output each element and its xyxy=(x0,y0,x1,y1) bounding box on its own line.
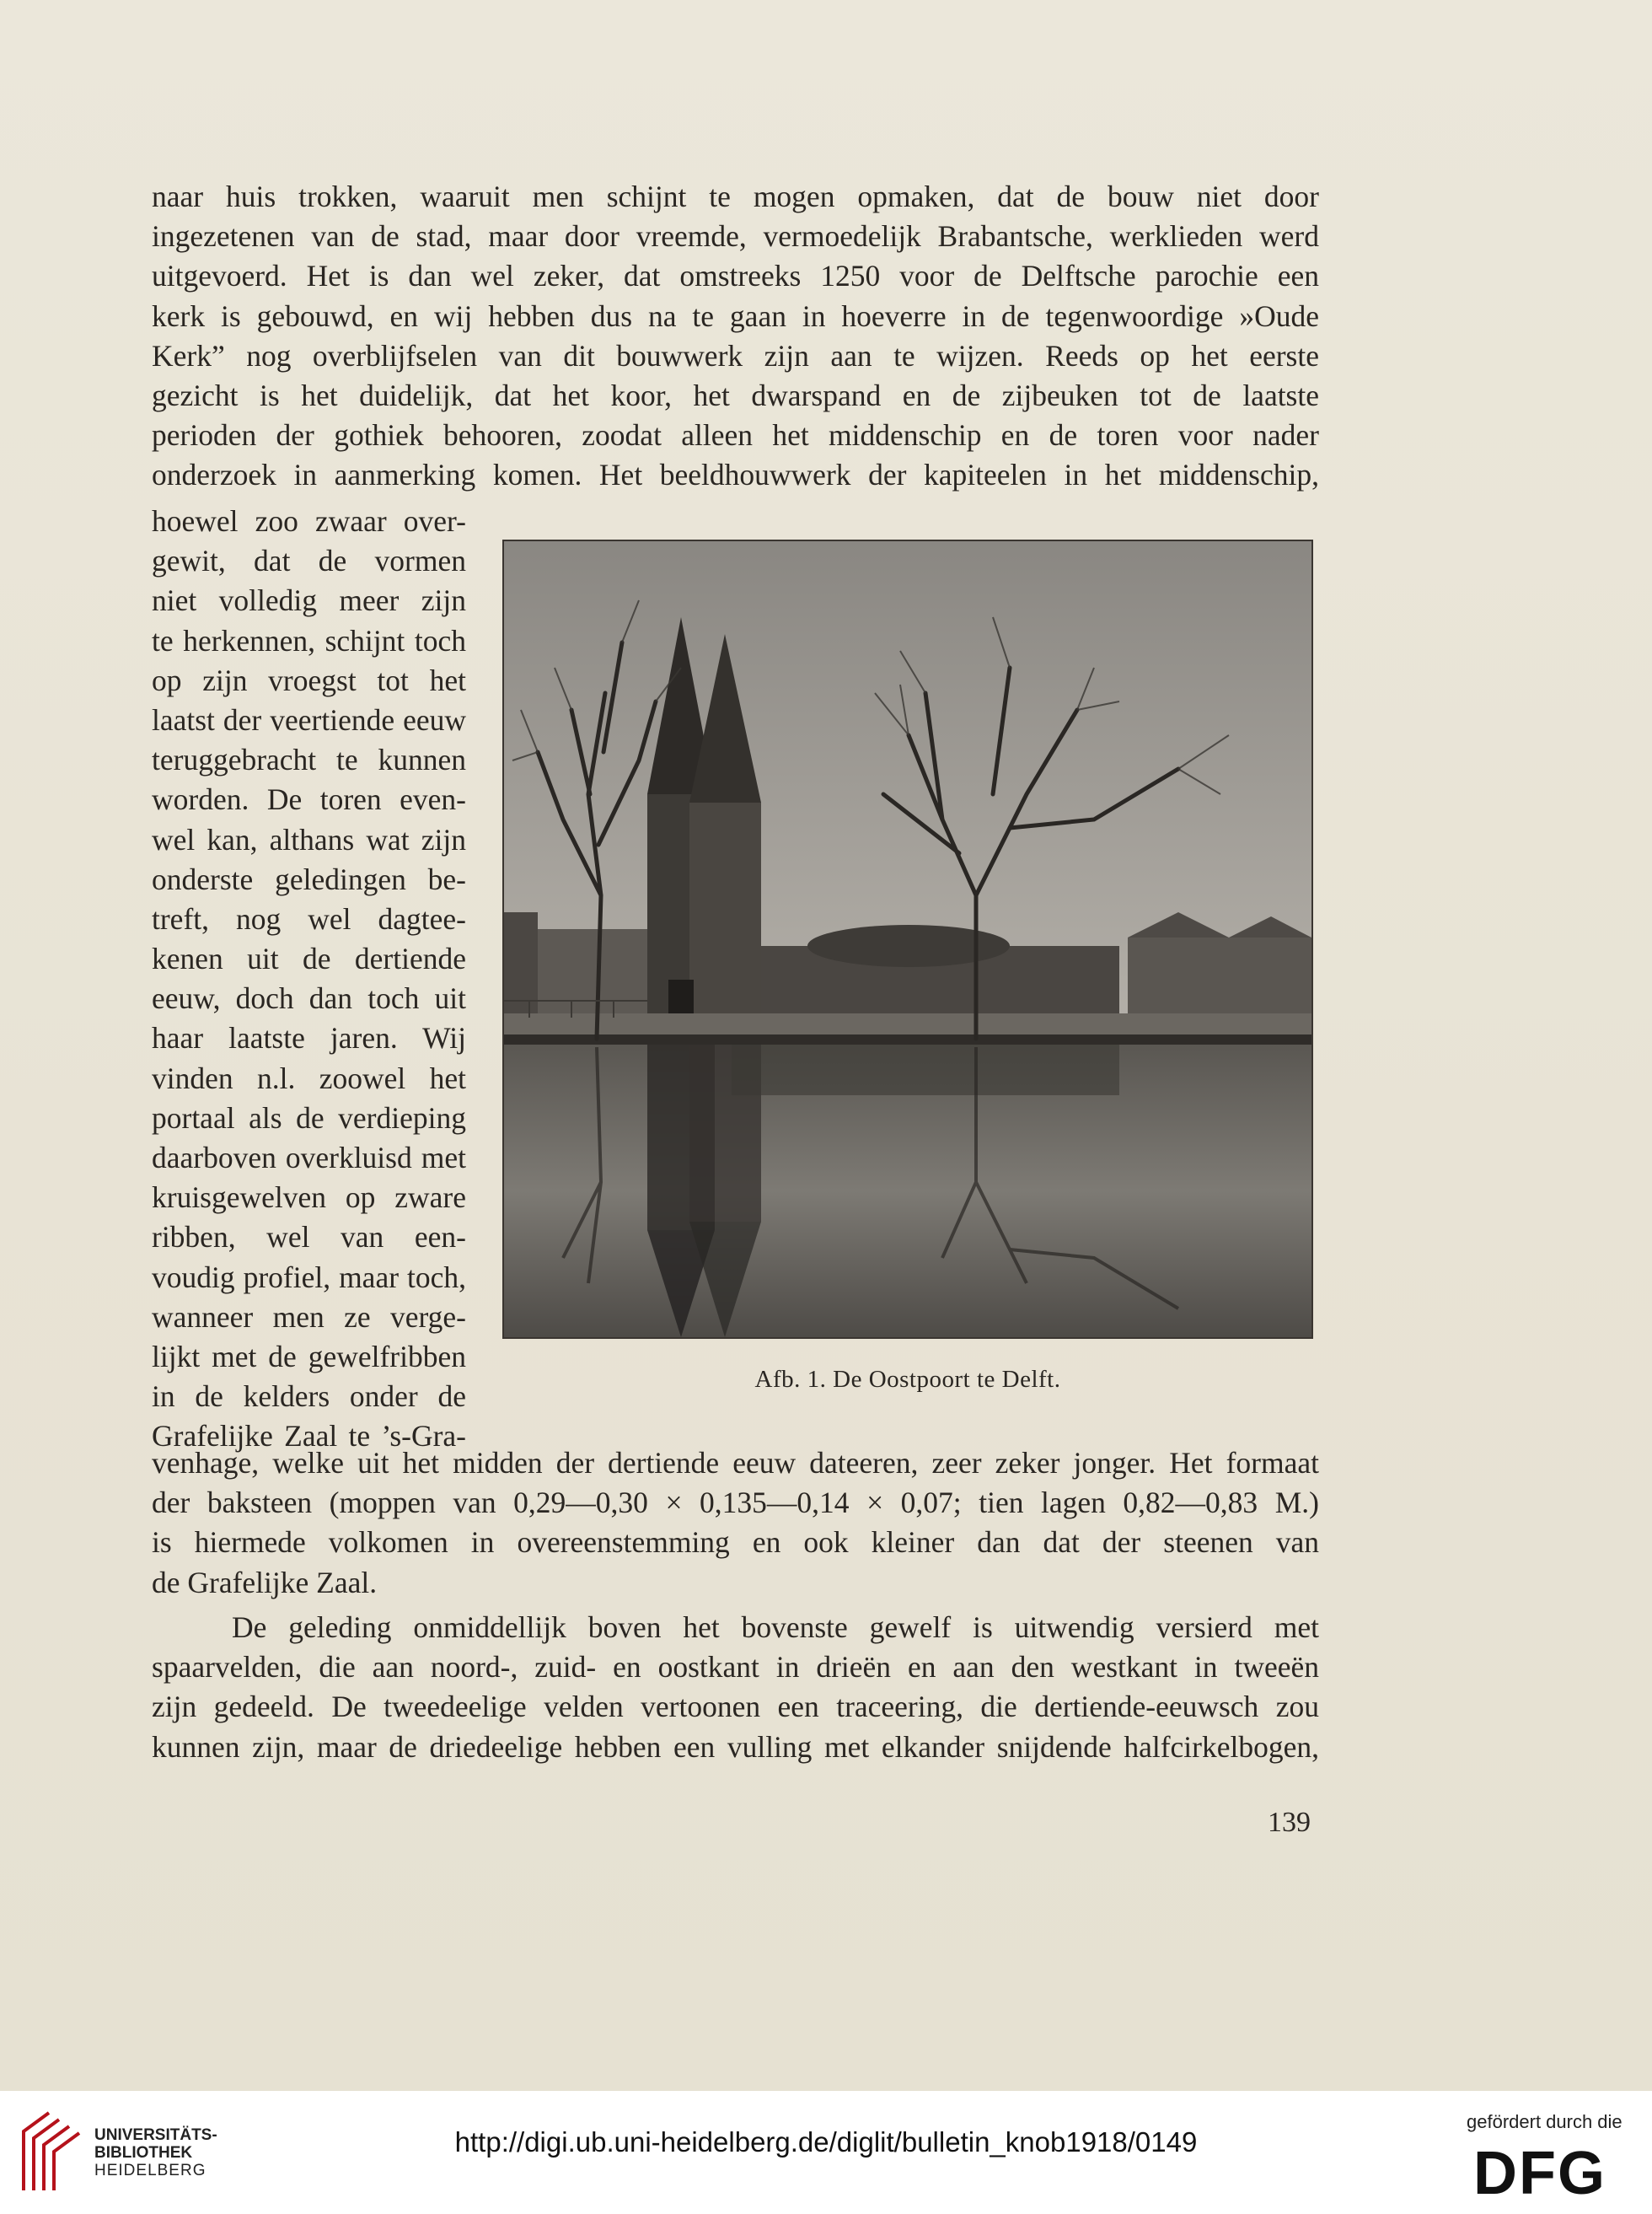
text-line: wel kan, althans wat zijn xyxy=(152,822,466,857)
text-line: op zijn vroegst tot het xyxy=(152,663,466,697)
text-line: portaal als de verdieping xyxy=(152,1100,466,1135)
text-line: in de kelders onder de xyxy=(152,1379,466,1414)
page-number: 139 xyxy=(1268,1807,1311,1838)
library-name-line: HEIDELBERG xyxy=(94,2162,206,2179)
text-line: voudig profiel, maar toch, xyxy=(152,1260,466,1294)
text-line: ribben, wel van een- xyxy=(152,1220,466,1255)
text-line: onderzoek in aanmerking komen. Het beeldhouwwerk der kapiteelen in het middenschip, xyxy=(152,458,1319,492)
text-line: ingezetenen van de stad, maar door vreemde, vermoedelijk Brabantsche, werklieden werd xyxy=(152,219,1319,254)
text-line: onderste geledingen be- xyxy=(152,862,466,896)
text-line: uitgevoerd. Het is dan wel zeker, dat omstreeks 1250 voor de Delftsche parochie een xyxy=(152,259,1319,293)
text-line: vinden n.l. zoowel het xyxy=(152,1061,466,1095)
text-line: te herkennen, schijnt toch xyxy=(152,623,466,658)
body-text-beside-figure xyxy=(152,502,466,1457)
text-line: de Grafelijke Zaal. xyxy=(152,1565,378,1599)
text-line: der baksteen (moppen van 0,29—0,30 × 0,135—0,14 × 0,07; tien lagen 0,82—0,83 M.) xyxy=(152,1486,1319,1520)
text-line: laatst der veertiende eeuw xyxy=(152,702,466,737)
text-line: daarboven overkluisd met xyxy=(152,1141,466,1174)
body-text-top xyxy=(152,177,1319,496)
digitization-footer xyxy=(0,2091,1652,2214)
text-line: perioden der gothiek behooren, zoodat alleen het middenschip en de toren voor nader xyxy=(152,418,1319,453)
source-url-link[interactable]: http://digi.ub.uni-heidelberg.de/diglit/bulletin_knob1918/0149 xyxy=(454,2126,1198,2158)
figure-caption: Afb. 1. De Oostpoort te Delft. xyxy=(754,1366,1061,1393)
dfg-logo-icon xyxy=(1473,2143,1629,2201)
svg-text:DFG: DFG xyxy=(1473,2143,1606,2201)
library-name xyxy=(94,2126,217,2179)
text-line: venhage, welke uit het midden der dertiende eeuw dateeren, zeer zeker jonger. Het formaat xyxy=(152,1446,1319,1480)
text-line: hoewel zoo zwaar over- xyxy=(152,504,466,538)
funding-label: gefördert durch die xyxy=(1467,2111,1622,2132)
text-line: gewit, dat de vormen xyxy=(152,544,466,578)
text-line: worden. De toren even- xyxy=(152,782,466,817)
university-library-logo-icon xyxy=(15,2106,83,2199)
library-name-line: BIBLIOTHEK xyxy=(94,2144,193,2162)
text-line: Grafelijke Zaal te ’s-Gra- xyxy=(152,1419,466,1454)
text-line: niet volledig meer zijn xyxy=(152,583,466,618)
text-line: lijkt met de gewelfribben xyxy=(152,1339,466,1373)
library-name-line: UNIVERSITÄTS- xyxy=(94,2126,217,2144)
text-line: gezicht is het duidelijk, dat het koor, het dwarspand en de zijbeuken tot de laatste xyxy=(152,378,1319,412)
text-line: kenen uit de dertiende xyxy=(152,942,466,976)
text-line: De geleding onmiddellijk boven het bovenste gewelf is uitwendig versierd met xyxy=(232,1610,1319,1644)
text-line: kerk is gebouwd, en wij hebben dus na te gaan in hoeverre in de tegenwoordige »Oude xyxy=(152,298,1319,333)
photo-illustration xyxy=(504,541,1311,1337)
text-line: haar laatste jaren. Wij xyxy=(152,1021,466,1056)
text-line: naar huis trokken, waaruit men schijnt te mogen opmaken, dat de bouw niet door xyxy=(152,180,1319,213)
body-text-bottom xyxy=(152,1443,1319,1603)
photo-oostpoort-delft xyxy=(502,540,1313,1339)
text-line: teruggebracht te kunnen xyxy=(152,743,466,777)
paragraph-2 xyxy=(152,1608,1319,1767)
text-line: spaarvelden, die aan noord-, zuid- en oostkant in drieën en aan den westkant in tweeën xyxy=(152,1650,1319,1685)
text-line: kunnen zijn, maar de driedeelige hebben een vulling met elkander snijdende halfcirkelbogen, xyxy=(152,1729,1319,1764)
text-line: is hiermede volkomen in overeenstemming en ook kleiner dan dat der steenen van xyxy=(152,1525,1319,1560)
text-line: treft, nog wel dagtee- xyxy=(152,901,466,936)
text-line: eeuw, doch dan toch uit xyxy=(152,981,466,1016)
text-line: wanneer men ze verge- xyxy=(152,1299,466,1334)
text-line: Kerk” nog overblijfselen van dit bouwwerk zijn aan te wijzen. Reeds op het eerste xyxy=(152,338,1319,373)
text-line: zijn gedeeld. De tweedeelige velden vertoonen een traceering, die dertiende-eeuwsch zou xyxy=(152,1690,1319,1724)
text-line: kruisgewelven op zware xyxy=(152,1180,466,1215)
